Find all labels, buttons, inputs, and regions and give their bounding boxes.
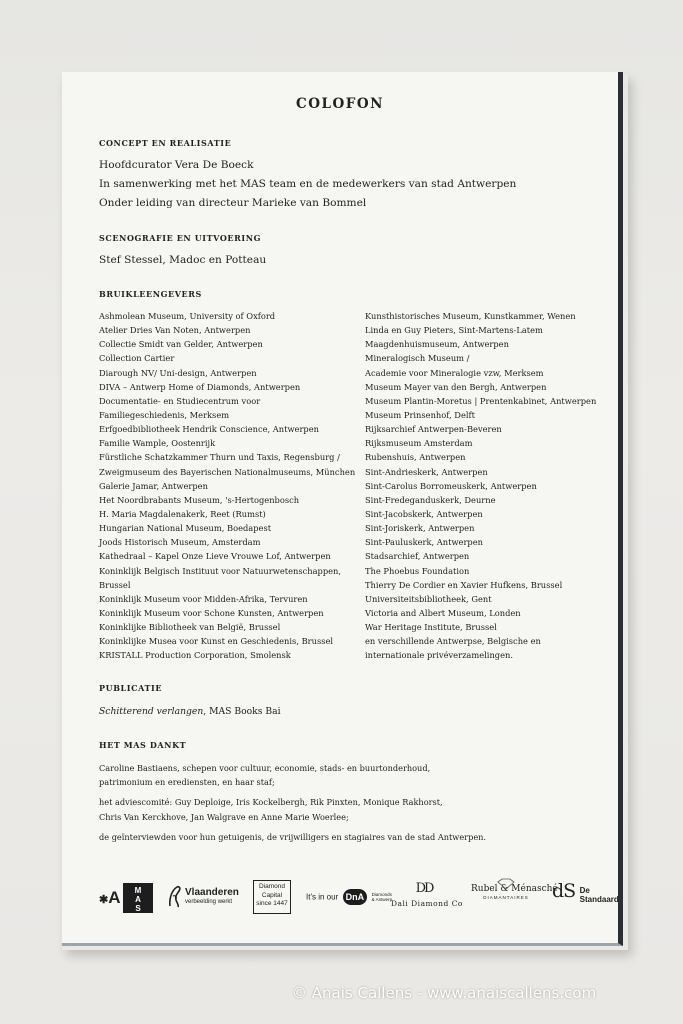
lender-item: Collection Cartier xyxy=(99,353,175,364)
page-title: COLOFON xyxy=(296,96,384,112)
scenografie-line: Stef Stessel, Madoc en Potteau xyxy=(99,254,267,266)
lender-item: Kathedraal – Kapel Onze Lieve Vrouwe Lof, Antwerpen xyxy=(99,551,331,562)
lenders-list-left xyxy=(99,309,355,663)
lender-item: Documentatie- en Studiecentrum voor xyxy=(99,395,261,406)
bruikleengevers-heading: BRUIKLEENGEVERS xyxy=(99,289,202,299)
lender-item: Familiegeschiedenis, Merksem xyxy=(99,409,230,420)
lender-item: Sint-Fredeganduskerk, Deurne xyxy=(365,494,496,505)
thanks-line: Caroline Bastiaens, schepen voor cultuur, economie, stads- en buurtonderhoud, xyxy=(99,763,431,773)
concept-line: Onder leiding van directeur Marieke van Bommel xyxy=(99,197,367,209)
dali-diamond-logo: DD Dali Diamond Co xyxy=(391,881,463,908)
lender-item: Koninklijk Museum voor Midden-Afrika, Tervuren xyxy=(99,593,308,604)
lender-item: en verschillende Antwerpse, Belgische en xyxy=(365,636,541,647)
lender-item: Koninklijk Belgisch Instituut voor Natuurwetenschappen, xyxy=(99,565,342,576)
publication-publisher: , MAS Books Bai xyxy=(203,706,281,717)
lender-item: Het Noordbrabants Museum, 's-Hertogenbosch xyxy=(99,494,300,505)
de-standaard-logo: dS De Standaard xyxy=(552,880,619,904)
lender-item: Kunsthistorisches Museum, Kunstkammer, Wenen xyxy=(365,311,576,321)
lender-item: Erfgoedbibliotheek Hendrik Conscience, Antwerpen xyxy=(99,424,319,435)
lender-item: War Heritage Institute, Brussel xyxy=(365,622,497,633)
lender-item: Sint-Andrieskerk, Antwerpen xyxy=(365,466,488,477)
antwerpen-logo: ✱A xyxy=(99,888,121,907)
lender-item: Maagdenhuismuseum, Antwerpen xyxy=(365,339,509,350)
lender-item: Fürstliche Schatzkammer Thurn und Taxis, Regensburg / xyxy=(99,452,340,463)
lender-item: Sint-Joriskerk, Antwerpen xyxy=(365,523,475,534)
thanks-line: het adviescomité: Guy Deploige, Iris Kockelbergh, Rik Pinxten, Monique Rakhorst, xyxy=(99,797,443,808)
lender-item: Universiteitsbibliotheek, Gent xyxy=(365,593,492,604)
lender-item: Rijksmuseum Amsterdam xyxy=(365,438,473,449)
publicatie-heading: PUBLICATIE xyxy=(99,683,163,693)
lenders-list-right xyxy=(365,309,596,663)
lender-item: Stadsarchief, Antwerpen xyxy=(365,551,470,562)
lender-item: Mineralogisch Museum / xyxy=(365,353,470,364)
lender-item: Museum Prinsenhof, Delft xyxy=(365,409,475,420)
lender-item: Academie voor Mineralogie vzw, Merksem xyxy=(365,367,544,378)
lender-item: H. Maria Magdalenakerk, Reet (Rumst) xyxy=(99,508,266,519)
thanks-line: de geïnterviewden voor hun getuigenis, de vrijwilligers en stagiaires van de stad Antwerpen. xyxy=(99,831,487,842)
sponsor-logos: ✱A M A S Vlaanderen verbeelding werkt Diamond Capital since 1447 It's in our DnA Diamonds & Antwerp DD Dali Diamond Co Rubel & Ménasché DIAMANTAIRES dS De Standaard xyxy=(99,880,619,913)
lender-item: Linda en Guy Pieters, Sint-Martens-Latem xyxy=(365,325,543,336)
lender-item: Sint-Carolus Borromeuskerk, Antwerpen xyxy=(365,480,537,491)
thanks-line: patrimonium en erediensten, en haar staf; xyxy=(99,777,275,788)
thanks-paragraph xyxy=(99,761,486,789)
lender-item: Hungarian National Museum, Boedapest xyxy=(99,523,272,534)
lender-item: Atelier Dries Van Noten, Antwerpen xyxy=(99,325,251,336)
dna-logo: It's in our DnA Diamonds & Antwerp xyxy=(306,888,392,906)
diamond-capital-logo: Diamond Capital since 1447 xyxy=(253,880,291,914)
lender-item: Museum Mayer van den Bergh, Antwerpen xyxy=(365,381,547,392)
concept-line: Hoofdcurator Vera De Boeck xyxy=(99,159,254,171)
lender-item: Zweigmuseum des Bayerischen Nationalmuseums, München xyxy=(99,466,356,477)
lender-item: Victoria and Albert Museum, Londen xyxy=(365,607,521,618)
lender-item: Ashmolean Museum, University of Oxford xyxy=(99,311,276,321)
lender-item: Museum Plantin-Moretus | Prentenkabinet, Antwerpen xyxy=(365,395,597,406)
lender-item: Familie Wample, Oostenrijk xyxy=(99,438,216,449)
concept-lines xyxy=(99,156,516,213)
lender-item: The Phoebus Foundation xyxy=(365,565,470,576)
diamond-icon xyxy=(496,878,516,890)
colofon-panel xyxy=(62,72,623,946)
rubel-menasche-logo: Rubel & Ménasché DIAMANTAIRES xyxy=(471,884,541,900)
publication-line xyxy=(99,706,281,717)
lender-item: Koninklijke Musea voor Kunst en Geschiedenis, Brussel xyxy=(99,636,334,647)
lender-item: Diarough NV/ Uni-design, Antwerpen xyxy=(99,367,257,378)
lender-item: Rijksarchief Antwerpen-Beveren xyxy=(365,424,502,435)
dank-heading: HET MAS DANKT xyxy=(99,740,187,750)
lender-item: Collectie Smidt van Gelder, Antwerpen xyxy=(99,339,263,350)
lender-item: Joods Historisch Museum, Amsterdam xyxy=(99,537,261,548)
concept-heading: CONCEPT EN REALISATIE xyxy=(99,138,232,148)
lender-item: Galerie Jamar, Antwerpen xyxy=(99,480,208,491)
lender-item: internationale privéverzamelingen. xyxy=(365,650,514,661)
antwerpen-star-icon: ✱ xyxy=(99,894,109,906)
thanks-line: Chris Van Kerckhove, Jan Walgrave en Anne Marie Woerlee; xyxy=(99,811,349,822)
thanks-paragraph xyxy=(99,795,486,823)
concept-line: In samenwerking met het MAS team en de medewerkers van stad Antwerpen xyxy=(99,178,517,190)
lender-item: Brussel xyxy=(99,579,131,590)
thanks-text xyxy=(99,761,486,850)
lender-item: Koninklijk Museum voor Schone Kunsten, Antwerpen xyxy=(99,607,324,618)
thanks-paragraph xyxy=(99,830,486,844)
photo-credit: © Anais Callens - www.anaiscallens.com xyxy=(292,984,597,1002)
lender-item: Rubenshuis, Antwerpen xyxy=(365,452,466,463)
lion-icon xyxy=(167,884,183,908)
publication-title: Schitterend verlangen xyxy=(99,706,204,717)
lender-item: Thierry De Cordier en Xavier Hufkens, Brussel xyxy=(365,579,563,590)
lender-item: Sint-Jacobskerk, Antwerpen xyxy=(365,508,483,519)
lender-item: KRISTALL Production Corporation, Smolensk xyxy=(99,650,291,661)
scenografie-heading: SCENOGRAFIE EN UITVOERING xyxy=(99,233,262,243)
lender-item: DIVA – Antwerp Home of Diamonds, Antwerpen xyxy=(99,381,301,392)
mas-logo: M A S xyxy=(123,883,153,913)
lender-item: Sint-Pauluskerk, Antwerpen xyxy=(365,537,483,548)
lender-item: Koninklijke Bibliotheek van België, Brussel xyxy=(99,622,281,633)
